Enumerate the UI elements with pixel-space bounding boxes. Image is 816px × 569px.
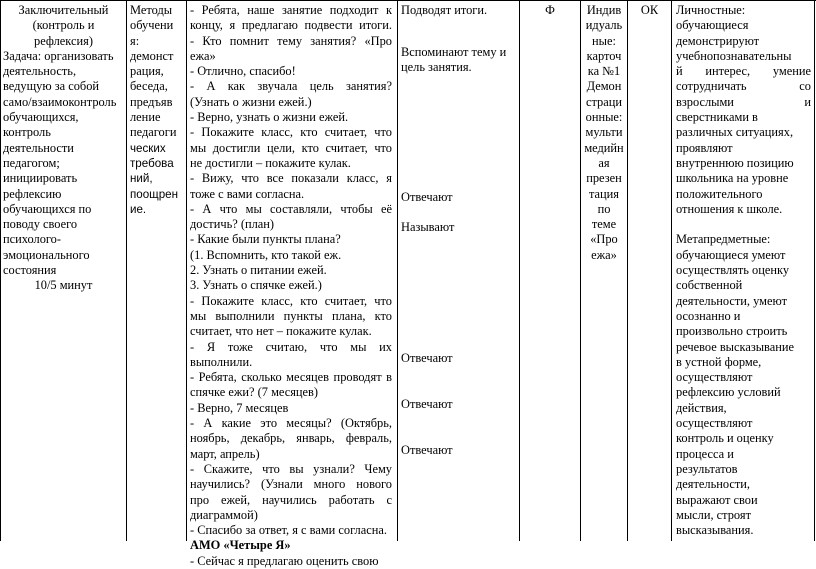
- result-line: сотрудничать со: [676, 79, 811, 94]
- methods-cell: [130, 3, 185, 217]
- stage-title-line: Заключительный: [18, 3, 109, 17]
- task-line: педагогом;: [3, 155, 60, 170]
- result-line: осознанно и: [676, 308, 741, 323]
- task-line: инициировать: [3, 171, 78, 186]
- results-text: [676, 3, 811, 538]
- materials-line: теме: [591, 217, 617, 232]
- dialogue-line: считает, что нет – покажите кулак.: [190, 324, 372, 339]
- dialogue-line: март, апрель): [190, 446, 260, 461]
- materials-line: ка №1: [587, 64, 621, 79]
- methods-line: беседа,: [130, 79, 168, 94]
- table-border-left: [0, 0, 1, 541]
- dialogue-line: - Спасибо за ответ, я с вами согласна.: [190, 523, 387, 538]
- methods-line: ление: [130, 110, 161, 125]
- student-action: Подводят итоги.: [401, 3, 488, 17]
- dialogue-line: мы выполнили пункты плана, кто: [190, 308, 392, 323]
- methods-text: [130, 3, 185, 141]
- dialogue-line: 2. Узнать о питании ежей.: [190, 263, 327, 278]
- dialogue-line: - Ребята, сколько месяцев проводят в: [190, 370, 392, 385]
- methods-line: поощрен: [130, 187, 179, 201]
- result-line: мысли, строят: [676, 507, 752, 522]
- task-line: деятельность,: [3, 64, 77, 79]
- task-line: рефлексию: [3, 186, 62, 201]
- student-action: цель занятия.: [401, 60, 472, 74]
- result-line: Личностные:: [676, 3, 746, 17]
- methods-line: демонст: [130, 48, 174, 63]
- result-line: обучающиеся умеют: [676, 247, 786, 262]
- result-line: й интерес, умение: [676, 64, 811, 79]
- stage-task: [3, 49, 124, 278]
- result-line: деятельности,: [676, 477, 751, 492]
- dialogue-line: тоже с вами согласна.: [190, 186, 305, 201]
- result-line: осуществляют: [676, 370, 753, 385]
- task-line: деятельности: [3, 140, 74, 155]
- dialogue-line: - Скажите, что вы узнали? Чему: [190, 461, 392, 476]
- task-line: психолого-: [3, 232, 61, 247]
- dialogue-line: спячке ежи? (7 месяцев): [190, 385, 319, 400]
- result-line: школьника на уровне: [676, 171, 789, 186]
- result-line: учебнопознавательны: [676, 48, 792, 63]
- student-action: Вспоминают тему и: [401, 45, 507, 59]
- dialogue-line: (1. Вспомнить, кто такой еж.: [190, 247, 342, 262]
- materials-cell: [581, 3, 627, 263]
- methods-line: я:: [130, 33, 140, 48]
- task-line: Задача: организовать: [3, 48, 114, 63]
- result-line: проявляют: [676, 140, 733, 155]
- materials-line: карточ: [586, 48, 622, 63]
- dialogue-line: - Какие были пункты плана?: [190, 232, 341, 247]
- methods-line: ческих: [130, 141, 166, 155]
- materials-line: мульти: [585, 125, 623, 140]
- column-divider: [186, 0, 187, 541]
- result-line: различных ситуациях,: [676, 125, 794, 140]
- stage-title-line: (контроль и: [32, 18, 95, 33]
- student-action: Отвечают: [401, 190, 453, 204]
- column-divider: [671, 0, 672, 541]
- student-action: Отвечают: [401, 351, 453, 365]
- stage-title-line: рефлексия): [34, 33, 93, 48]
- dialogue-line: про ежей, научились работать с: [190, 492, 392, 507]
- methods-text-continued: [130, 141, 185, 217]
- result-line: демонстрируют: [676, 33, 760, 48]
- dialogue-line: - Кто помнит тему занятия? «Про: [190, 33, 392, 48]
- result-line: отношения к школе.: [676, 201, 783, 216]
- result-line: внутреннюю позицию: [676, 155, 794, 170]
- result-type: ОК: [640, 3, 659, 17]
- materials-line: Индив: [586, 3, 622, 17]
- result-line: взрослыми и: [676, 94, 811, 109]
- dialogue-line: - А как звучала цель занятия?: [190, 79, 392, 94]
- task-line: обучающихся по: [3, 201, 92, 216]
- task-line: контроль: [3, 125, 51, 140]
- teacher-dialogue: [190, 3, 392, 538]
- result-line: выражают свои: [676, 492, 758, 507]
- materials-line: онные:: [585, 110, 623, 125]
- table-top-border: [0, 0, 816, 1]
- table-border-right: [814, 0, 815, 541]
- task-line: состояния: [3, 263, 57, 278]
- result-line: высказывания.: [676, 523, 754, 538]
- result-line: Метапредметные:: [676, 232, 771, 247]
- methods-line: рация,: [130, 64, 164, 79]
- dialogue-line: 3. Узнать о спячке ежей.): [190, 278, 322, 293]
- dialogue-line: - Отлично, спасибо!: [190, 64, 296, 79]
- dialogue-line: - А какие это месяцы? (Октябрь,: [190, 416, 392, 431]
- materials-line: по: [597, 201, 611, 216]
- dialogue-line: ноябрь, декабрь, январь, февраль,: [190, 431, 392, 446]
- result-line: собственной: [676, 278, 743, 293]
- materials-line: Демон: [586, 79, 622, 94]
- dialogue-line: концу, я предлагаю подвести итоги.: [190, 18, 392, 33]
- result-line: результатов: [676, 461, 738, 476]
- dialogue-line: мы достигли цели, кто считает, что: [190, 140, 392, 155]
- result-line: положительного: [676, 186, 763, 201]
- dialogue-line: - Вижу, что все показали класс, я: [190, 171, 392, 186]
- dialogue-line: (Узнать о жизни ежей.): [190, 94, 312, 109]
- stage-title: [3, 3, 124, 49]
- result-line: деятельности, умеют: [676, 293, 788, 308]
- stage-time: 10/5 минут: [34, 278, 93, 293]
- result-line: обучающиеся: [676, 18, 749, 33]
- result-line: [676, 217, 811, 232]
- methods-line: требова: [130, 156, 174, 170]
- result-type-cell: [628, 3, 671, 18]
- methods-line: ний,: [130, 172, 153, 186]
- result-line: речевое высказывание: [676, 339, 795, 354]
- materials-line: страци: [585, 94, 623, 109]
- column-divider: [519, 0, 520, 541]
- amo-title: АМО «Четыре Я»: [190, 538, 291, 553]
- dialogue-line: диаграммой): [190, 507, 258, 522]
- column-divider: [627, 0, 628, 541]
- work-form-cell: [520, 3, 580, 18]
- dialogue-line: - Верно, 7 месяцев: [190, 400, 289, 415]
- materials-line: ая: [598, 155, 610, 170]
- materials-line: ные:: [592, 33, 616, 48]
- work-form: Ф: [545, 3, 555, 17]
- materials-line: медийн: [584, 140, 624, 155]
- methods-line: ие.: [130, 202, 147, 216]
- student-activity-cell: [401, 3, 517, 543]
- dialogue-line: - Верно, узнать о жизни ежей.: [190, 110, 349, 125]
- result-line: действия,: [676, 400, 727, 415]
- student-action: Отвечают: [401, 397, 453, 411]
- task-line: эмоционального: [3, 247, 90, 262]
- dialogue-line: - Я тоже считаю, что мы их: [190, 339, 392, 354]
- dialogue-line: ежа»: [190, 48, 216, 63]
- materials-line: идуаль: [585, 18, 623, 33]
- dialogue-line: не достигли – покажите кулак.: [190, 155, 351, 170]
- student-action: Называют: [401, 220, 455, 234]
- teacher-activity-cell: [190, 3, 392, 569]
- materials-line: презен: [586, 171, 622, 186]
- materials-text: [581, 3, 627, 263]
- result-line: сверстниками в: [676, 110, 758, 125]
- result-line: произвольно строить: [676, 324, 788, 339]
- materials-line: ежа»: [591, 247, 617, 262]
- student-action: Отвечают: [401, 443, 453, 457]
- result-line: в устной форме,: [676, 354, 762, 369]
- materials-line: тация: [588, 186, 620, 201]
- teacher-dialogue-last-line: - Сейчас я предлагаю оценить свою: [190, 553, 379, 568]
- result-line: процесса и: [676, 446, 734, 461]
- result-line: контроль и оценку: [676, 431, 774, 446]
- results-cell: [676, 3, 811, 538]
- task-line: ведущую за собой: [3, 79, 100, 94]
- dialogue-line: достичь? (план): [190, 217, 275, 232]
- result-line: осуществлять оценку: [676, 263, 790, 278]
- methods-line: Методы: [130, 3, 173, 17]
- methods-line: педагоги: [130, 125, 177, 140]
- dialogue-line: научились? (Узнали много нового: [190, 477, 392, 492]
- dialogue-line: - Покажите класс, кто считает, что: [190, 125, 392, 140]
- dialogue-line: выполнили.: [190, 354, 253, 369]
- column-divider: [397, 0, 398, 541]
- dialogue-line: - А что мы составляли, чтобы её: [190, 201, 392, 216]
- result-line: рефлексию условий: [676, 385, 781, 400]
- column-divider: [126, 0, 127, 541]
- result-line: осуществляют: [676, 416, 753, 431]
- dialogue-line: - Ребята, наше занятие подходит к: [190, 3, 392, 17]
- task-line: обучающихся,: [3, 110, 79, 125]
- stage-cell: [3, 3, 124, 294]
- task-line: поводу своего: [3, 217, 78, 232]
- methods-line: обучени: [130, 18, 174, 33]
- dialogue-line: - Покажите класс, кто считает, что: [190, 293, 392, 308]
- methods-line: предъяв: [130, 94, 173, 109]
- task-line: само/взаимоконтроль: [3, 94, 117, 109]
- materials-line: «Про: [590, 232, 618, 247]
